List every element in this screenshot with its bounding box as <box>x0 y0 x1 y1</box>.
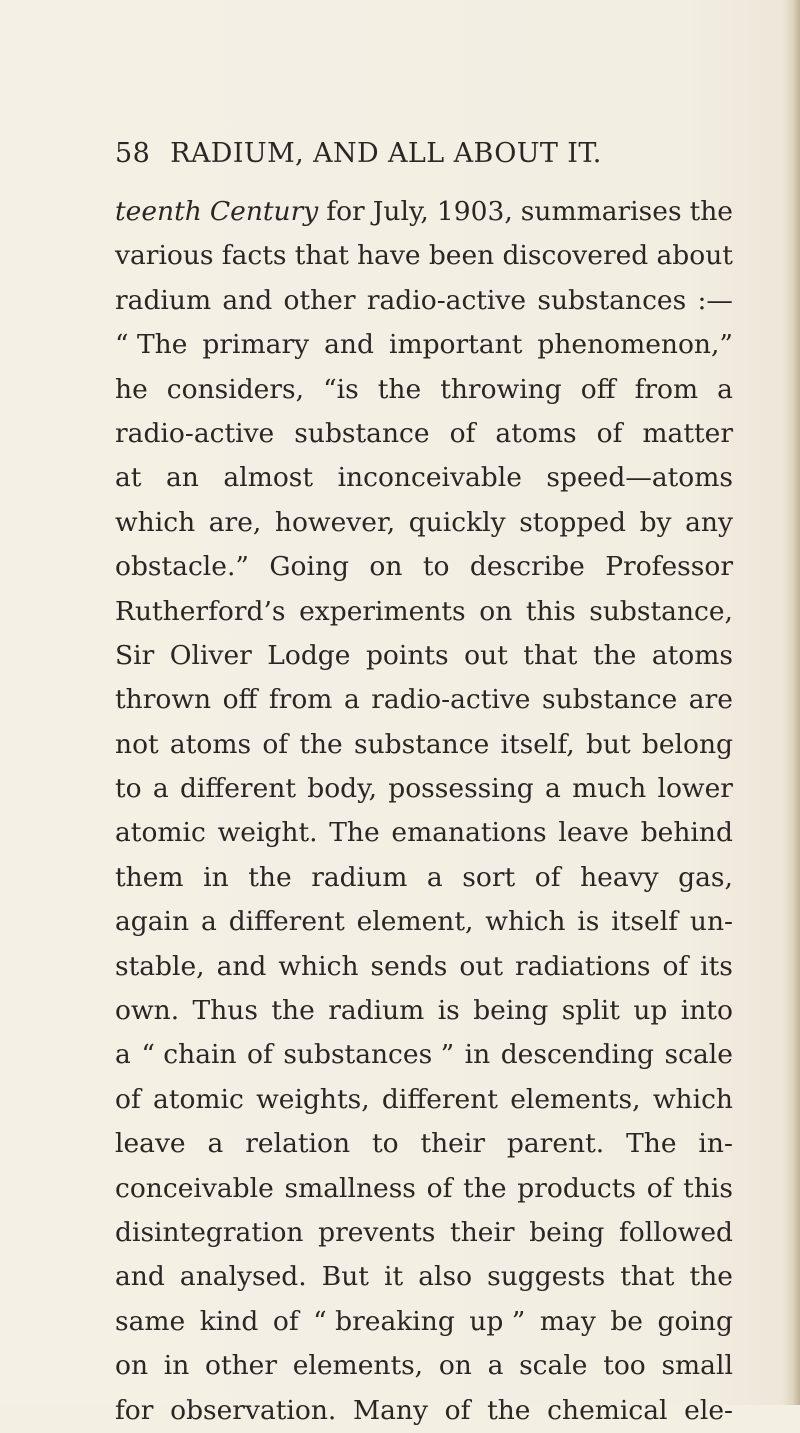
word: radium <box>311 861 408 893</box>
word: radium <box>328 995 425 1027</box>
word: kind <box>199 1305 259 1337</box>
word: a <box>487 1350 504 1382</box>
word: July, <box>372 196 429 227</box>
word: this <box>683 1172 733 1204</box>
text-line <box>115 590 733 634</box>
word: are <box>688 684 733 716</box>
word: Rutherford’s <box>115 595 286 627</box>
word: Century <box>209 196 319 227</box>
word: elements, <box>292 1350 424 1382</box>
running-head <box>115 138 735 178</box>
word: radium <box>115 284 212 316</box>
word: obstacle.” <box>115 551 249 583</box>
word: from <box>268 684 333 716</box>
word: un- <box>689 906 733 938</box>
text-line <box>115 501 733 545</box>
word: “ breaking <box>313 1305 455 1337</box>
word: out <box>464 639 508 671</box>
word: experiments <box>299 595 466 627</box>
text-line <box>115 279 733 323</box>
word: is <box>437 995 460 1027</box>
word: :— <box>697 284 733 316</box>
word: that <box>620 1261 675 1293</box>
word: important <box>388 329 523 361</box>
word: radiations <box>515 950 651 982</box>
word: them <box>115 861 184 893</box>
word: that <box>523 639 578 671</box>
word: being <box>529 1216 605 1248</box>
word: its <box>700 950 733 982</box>
word: sends <box>370 950 448 982</box>
word: teenth <box>115 196 202 227</box>
word: inconceivable <box>337 462 522 494</box>
word: Professor <box>605 551 733 583</box>
word: gas, <box>678 861 733 893</box>
text-line <box>115 634 733 678</box>
word: the <box>248 861 292 893</box>
word: facts <box>221 240 287 272</box>
word: But <box>321 1261 369 1293</box>
word: ele- <box>684 1394 733 1426</box>
word: being <box>473 995 549 1027</box>
word: and <box>324 329 374 361</box>
word: out <box>459 950 504 982</box>
word: analysed. <box>179 1261 307 1293</box>
word: of <box>247 1039 273 1071</box>
word: split <box>561 995 620 1027</box>
word: the <box>271 995 315 1027</box>
word: and <box>222 284 273 316</box>
word: relation <box>245 1128 351 1160</box>
word: from <box>634 373 699 405</box>
word: the <box>689 196 733 227</box>
word: also <box>418 1261 473 1293</box>
word: but <box>585 728 631 760</box>
word: describe <box>469 551 585 583</box>
word: “ chain <box>141 1039 237 1071</box>
word: other <box>204 1350 278 1382</box>
text-line <box>115 1033 733 1077</box>
word: an <box>166 462 199 494</box>
text-line <box>115 323 733 367</box>
word: suggests <box>487 1261 606 1293</box>
word: and <box>216 950 267 982</box>
word: off <box>222 684 258 716</box>
text-line <box>115 1167 733 1211</box>
word: “is <box>323 373 359 405</box>
word: which <box>278 950 359 982</box>
word: have <box>357 240 421 272</box>
text-line <box>115 1211 733 1255</box>
word: that <box>294 240 349 272</box>
word: primary <box>202 329 310 361</box>
word: same <box>115 1305 186 1337</box>
word: smallness <box>284 1172 416 1204</box>
word: of <box>426 1172 453 1204</box>
text-line <box>115 856 733 900</box>
word: quickly <box>408 506 506 538</box>
word: radio-active <box>115 417 275 449</box>
word: radio-active <box>366 284 527 316</box>
word: a <box>201 906 217 938</box>
word: element, <box>356 906 474 938</box>
word: The <box>626 1128 677 1160</box>
word: of <box>534 861 561 893</box>
word: Lodge <box>267 639 351 671</box>
page-edge-shadow <box>782 0 800 1405</box>
word: on <box>115 1350 149 1382</box>
text-line <box>115 1389 733 1433</box>
word: Many <box>353 1394 428 1426</box>
word: the <box>592 639 637 671</box>
word: to <box>371 1128 399 1160</box>
word: a <box>343 684 360 716</box>
word: which <box>652 1083 733 1115</box>
word: by <box>639 506 672 538</box>
word: Sir <box>115 639 155 671</box>
word: atoms <box>495 417 577 449</box>
word: substances <box>537 284 687 316</box>
word: are, <box>208 506 262 538</box>
word: Oliver <box>169 639 252 671</box>
word: throwing <box>440 373 562 405</box>
text-line <box>115 723 733 767</box>
text-line <box>115 811 733 855</box>
word: other <box>283 284 356 316</box>
word: scale <box>519 1350 588 1382</box>
word: parent. <box>506 1128 605 1160</box>
word: up ” <box>469 1305 526 1337</box>
text-line <box>115 545 733 589</box>
word: any <box>685 506 733 538</box>
text-line <box>115 1122 733 1166</box>
word: the <box>463 1172 507 1204</box>
word: to <box>115 773 142 805</box>
word: Thus <box>192 995 258 1027</box>
word: their <box>420 1128 485 1160</box>
word: on <box>479 595 513 627</box>
word: is <box>577 906 600 938</box>
word: a <box>207 1128 224 1160</box>
word: for <box>115 1394 154 1426</box>
word: a <box>152 773 169 805</box>
text-line <box>115 368 733 412</box>
word: in <box>163 1350 190 1382</box>
word: much <box>572 773 647 805</box>
word: conceivable <box>115 1172 274 1204</box>
word: heavy <box>580 861 659 893</box>
word: of <box>596 417 623 449</box>
word: it <box>384 1261 404 1293</box>
word: their <box>450 1216 515 1248</box>
word: sort <box>462 861 516 893</box>
word: off <box>580 373 616 405</box>
word: different <box>228 906 345 938</box>
word: behind <box>640 817 733 849</box>
word: descending <box>500 1039 655 1071</box>
word: 1903, <box>436 196 513 227</box>
word: leave <box>558 817 629 849</box>
text-line <box>115 190 733 234</box>
word: itself, <box>500 728 575 760</box>
word: substance <box>353 728 490 760</box>
word: in <box>203 861 229 893</box>
word: substances ” <box>283 1039 455 1071</box>
word: itself <box>611 906 678 938</box>
word: a <box>115 1039 131 1071</box>
word: which <box>115 506 196 538</box>
word: going <box>657 1305 733 1337</box>
word: on <box>438 1350 472 1382</box>
word: into <box>680 995 733 1027</box>
word: in- <box>698 1128 733 1160</box>
text-line <box>115 989 733 1033</box>
word: matter <box>642 417 733 449</box>
word: chemical <box>547 1394 668 1426</box>
word: on <box>369 551 403 583</box>
word: too <box>603 1350 646 1382</box>
word: followed <box>619 1216 733 1248</box>
word: been <box>428 240 495 272</box>
word: again <box>115 906 190 938</box>
word: be <box>610 1305 643 1337</box>
body-text <box>115 190 733 1433</box>
word: belong <box>641 728 733 760</box>
word: emanations <box>391 817 547 849</box>
word: and <box>115 1261 165 1293</box>
word: substance <box>541 684 678 716</box>
word: thrown <box>115 684 212 716</box>
word: atomic <box>115 817 206 849</box>
word: possessing <box>388 773 534 805</box>
word: atoms <box>169 728 252 760</box>
word: atomic <box>153 1083 244 1115</box>
text-line <box>115 1300 733 1344</box>
word: the <box>487 1394 531 1426</box>
word: at <box>115 462 142 494</box>
word: elements, <box>510 1083 641 1115</box>
word: disintegration <box>115 1216 304 1248</box>
word: atoms <box>651 639 733 671</box>
word: Going <box>269 551 349 583</box>
word: which <box>485 906 566 938</box>
page-number: 58 <box>115 138 151 169</box>
word: of <box>272 1305 299 1337</box>
word: observation. <box>170 1394 337 1426</box>
word: discovered <box>502 240 649 272</box>
text-line <box>115 234 733 278</box>
word: to <box>422 551 450 583</box>
word: a <box>717 373 733 405</box>
word: may <box>539 1305 596 1337</box>
word: the <box>299 728 343 760</box>
word: stable, <box>115 950 205 982</box>
word: of <box>662 950 689 982</box>
word: weights, <box>256 1083 370 1115</box>
text-line <box>115 456 733 500</box>
word: up <box>633 995 668 1027</box>
word: for <box>326 196 365 227</box>
text-line <box>115 1078 733 1122</box>
word: this <box>525 595 576 627</box>
word: “ The <box>115 329 188 361</box>
word: of <box>646 1172 673 1204</box>
word: own. <box>115 995 180 1027</box>
text-line <box>115 900 733 944</box>
text-line <box>115 767 733 811</box>
word: speed—atoms <box>546 462 733 494</box>
word: the <box>689 1261 733 1293</box>
word: substance <box>294 417 430 449</box>
word: weight. <box>217 817 318 849</box>
word: of <box>262 728 289 760</box>
word: phenomenon,” <box>537 329 733 361</box>
running-head-title: RADIUM, AND ALL ABOUT IT. <box>170 138 602 169</box>
word: products <box>517 1172 636 1204</box>
word: considers, <box>166 373 305 405</box>
word: stopped <box>519 506 626 538</box>
word: substance, <box>589 595 733 627</box>
word: small <box>661 1350 733 1382</box>
word: almost <box>223 462 314 494</box>
word: in <box>464 1039 491 1071</box>
word: prevents <box>318 1216 436 1248</box>
text-line <box>115 1344 733 1388</box>
word: of <box>115 1083 141 1115</box>
word: he <box>115 373 148 405</box>
word: a <box>426 861 443 893</box>
word: different <box>381 1083 498 1115</box>
word: about <box>656 240 733 272</box>
word: The <box>329 817 380 849</box>
word: of <box>444 1394 471 1426</box>
word: of <box>449 417 476 449</box>
word: a <box>545 773 561 805</box>
word: however, <box>274 506 396 538</box>
word: not <box>115 728 159 760</box>
word: the <box>377 373 422 405</box>
word: lower <box>657 773 733 805</box>
word: leave <box>115 1128 186 1160</box>
text-line <box>115 412 733 456</box>
text-line <box>115 1255 733 1299</box>
text-line <box>115 945 733 989</box>
word: body, <box>307 773 377 805</box>
word: points <box>365 639 449 671</box>
word: radio-active <box>371 684 531 716</box>
text-line <box>115 678 733 722</box>
word: summarises <box>520 196 682 227</box>
word: scale <box>664 1039 733 1071</box>
word: various <box>115 240 214 272</box>
word: different <box>179 773 296 805</box>
